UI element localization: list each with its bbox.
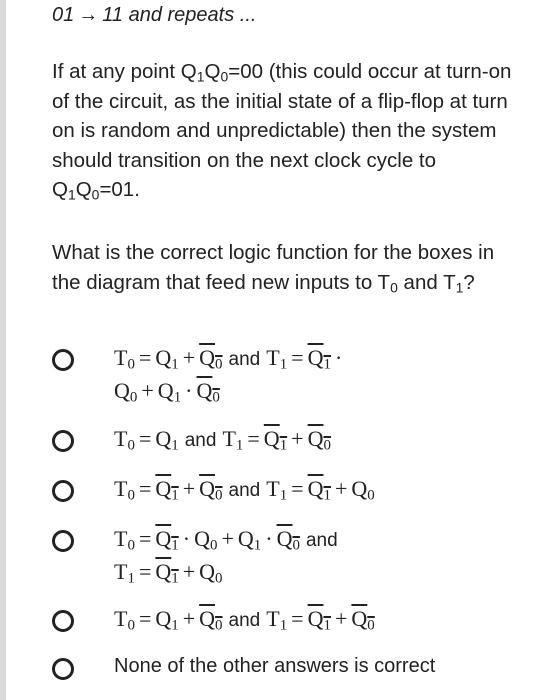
answer-option-b[interactable] [52, 423, 527, 456]
option-c-formula: $T_0 = Q_1 + Q_0$ and $T_1 = Q_1 + Q_0$ [114, 476, 375, 504]
option-a-formula: $T_0 = Q_1 + Q_0$ and $T_1 = Q_1$ · $Q_0 + Q_1 \cdot Q_0$ [114, 345, 343, 406]
answer-option-f[interactable] [52, 651, 527, 682]
option-e-formula: $T_0 = Q_1 + Q_0$ and $T_1 = Q_1 + Q_0$ [114, 606, 375, 634]
answer-option-d[interactable] [52, 523, 527, 587]
answer-option-e[interactable] [52, 603, 527, 636]
answer-option-a[interactable] [52, 342, 527, 406]
question-text: What is the correct logic function for the boxes in the diagram that feed new inputs to $T_0$ and $T_1$? [52, 241, 495, 295]
sequence-fragment: 01 → 11 and repeats ... [52, 4, 257, 26]
radio-button-b[interactable] [52, 430, 74, 452]
option-f-label: None of the other answers is correct [114, 655, 436, 677]
radio-button-a[interactable] [52, 349, 74, 371]
radio-button-e[interactable] [52, 610, 74, 632]
arrow-icon: → [78, 4, 99, 26]
radio-button-d[interactable] [52, 530, 74, 552]
answer-option-c[interactable] [52, 473, 527, 506]
description-paragraph: If at any point $Q_1Q_0=00$ (this could occur at turn-on of the circuit, as the initial state of a flip-flop at turn on is random and unpredictable) then the system should transition on the next clock cycle to $Q_1Q_0=01$. [52, 60, 512, 203]
left-edge-rule [0, 0, 6, 700]
radio-button-f[interactable] [52, 658, 74, 680]
option-b-formula: $T_0 = Q_1$ and $T_1 = Q_1 + Q_0$ [114, 426, 331, 454]
option-d-formula: $T_0 = Q_1 \cdot Q_0 + Q_1 \cdot Q_0$ and $T_1 = Q_1 + Q_0$ [114, 526, 338, 587]
radio-button-c[interactable] [52, 480, 74, 502]
